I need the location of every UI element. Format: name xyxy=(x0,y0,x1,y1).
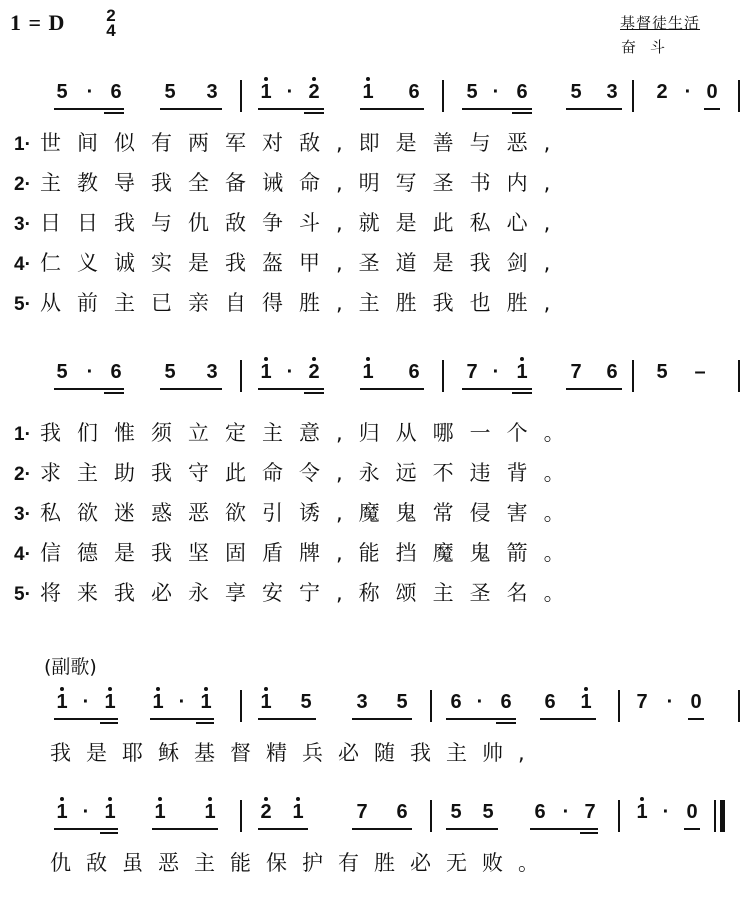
verse-line-4: 4· 仁义诚实是我盔甲,圣道是我剑, xyxy=(14,251,567,275)
chorus-lyric-1: 我是耶稣基督精兵必随我主帅, xyxy=(50,741,540,765)
verse-line-3: 3· 日日我与仇敌争斗,就是此私心, xyxy=(14,211,567,235)
time-denominator: 4 xyxy=(106,21,116,40)
chorus-label: (副歌) xyxy=(44,656,97,678)
verse-line-10: 5· 将来我必永享安宁,称颂主圣名。 xyxy=(14,581,581,605)
verse-line-6: 1· 我们惟须立定主意,归从哪一个。 xyxy=(14,421,581,445)
key-signature: 1 = D xyxy=(10,10,66,35)
verse-line-2: 2· 主教导我全备诫命,明写圣书内, xyxy=(14,171,567,195)
time-signature xyxy=(103,8,119,38)
chorus-lyric-2: 仇敌虽恶主能保护有胜必无败。 xyxy=(50,851,554,875)
verse-line-8: 3· 私欲迷惑恶欲引诱,魔鬼常侵害。 xyxy=(14,501,581,525)
verse-line-7: 2· 求主助我守此命令,永远不违背。 xyxy=(14,461,581,485)
time-numerator: 2 xyxy=(106,6,116,25)
verse-line-5: 5· 从前主已亲自得胜,主胜我也胜, xyxy=(14,291,567,315)
verse-line-1: 1· 世间似有两军对敌,即是善与恶, xyxy=(14,131,567,155)
music-line-2: 5 · 6 5 3 1 · 2 1 6 7 · 1 7 6 5 – xyxy=(0,358,746,398)
hymn-source: 基督徒生活 xyxy=(620,14,701,32)
verse-line-9: 4· 信德是我坚固盾牌,能挡魔鬼箭。 xyxy=(14,541,581,565)
chorus-music-line-2: 1 · 1 1 1 2 1 7 6 5 5 6 · 7 1 · 0 xyxy=(0,798,746,838)
hymn-topic: 奋斗 xyxy=(621,38,680,56)
music-line-1: 5 · 6 5 3 1 · 2 1 6 5 · 6 5 3 2 · 0 xyxy=(0,78,746,118)
chorus-music-line-1: 1 · 1 1 · 1 1 5 3 5 6 · 6 6 1 7 · 0 xyxy=(0,688,746,728)
